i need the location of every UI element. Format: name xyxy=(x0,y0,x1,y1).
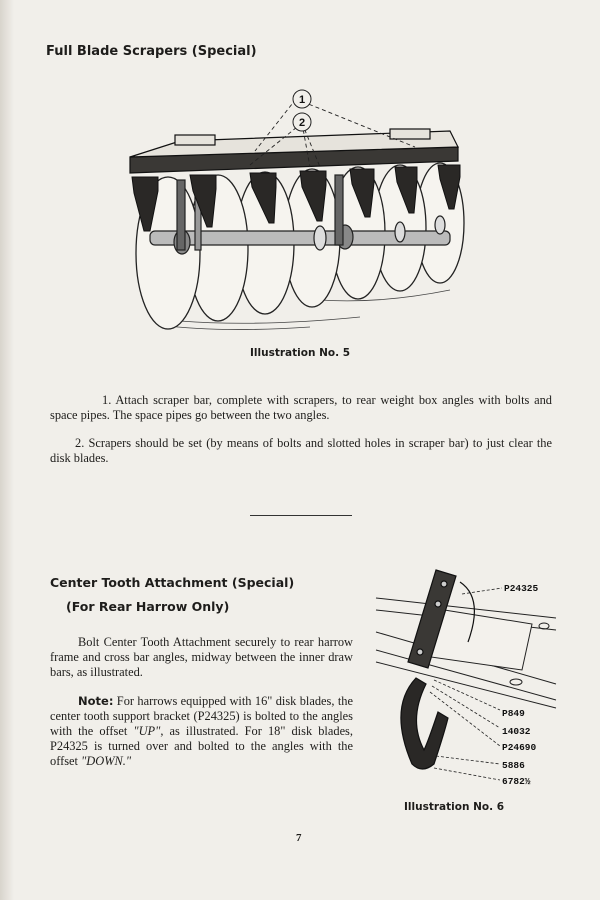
illustration-center-tooth xyxy=(372,560,560,790)
paragraph-center-tooth: Bolt Center Tooth Attachment securely to rear harrow frame and cross bar angles, midway between the inner draw bars, as illustrated. xyxy=(50,635,353,679)
part-label-14032: 14032 xyxy=(502,726,531,737)
part-label-p24325: P24325 xyxy=(504,583,539,594)
section-subheading: (For Rear Harrow Only) xyxy=(66,599,230,614)
note-label: Note: xyxy=(78,694,114,708)
paragraph-step-2: 2. Scrapers should be set (by means of bolts and slotted holes in scraper bar) to just clear the disk blades. xyxy=(50,436,552,465)
caption-illustration-5: Illustration No. 5 xyxy=(250,347,351,359)
part-label-p849: P849 xyxy=(502,708,525,719)
section-heading-scrapers: Full Blade Scrapers (Special) xyxy=(46,44,257,59)
callout-1: 1 xyxy=(298,94,306,106)
illustration-disk-harrow-scrapers xyxy=(120,85,470,340)
paragraph-step-1: 1. Attach scraper bar, complete with scrapers, to rear weight box angles with bolts and space pipes. The space pipes go between the two angles. xyxy=(50,393,552,422)
caption-illustration-6: Illustration No. 6 xyxy=(404,801,505,813)
section-heading-center-tooth: Center Tooth Attachment (Special) xyxy=(50,575,295,590)
paragraph-note xyxy=(50,694,353,769)
section-divider xyxy=(250,515,352,516)
note-offset-down: "DOWN." xyxy=(81,754,132,768)
page-number: 7 xyxy=(296,832,302,844)
note-text-1: For harrows equipped with 16" disk blades, the center tooth support bracket (P24325) is bolted to the angles with the offset xyxy=(50,694,353,738)
part-label-6782: 6782½ xyxy=(502,776,531,787)
callout-2: 2 xyxy=(298,117,306,129)
part-label-p24690: P24690 xyxy=(502,742,537,753)
part-label-5886: 5886 xyxy=(502,760,525,771)
scraper-bar xyxy=(130,129,458,173)
note-text-2: , as illustrated. For 18" disk blades, P24325 is turned over and bolted to the angles with the offset xyxy=(50,724,353,768)
note-offset-up: "UP" xyxy=(133,724,161,738)
page-edge-shadow xyxy=(0,0,14,900)
